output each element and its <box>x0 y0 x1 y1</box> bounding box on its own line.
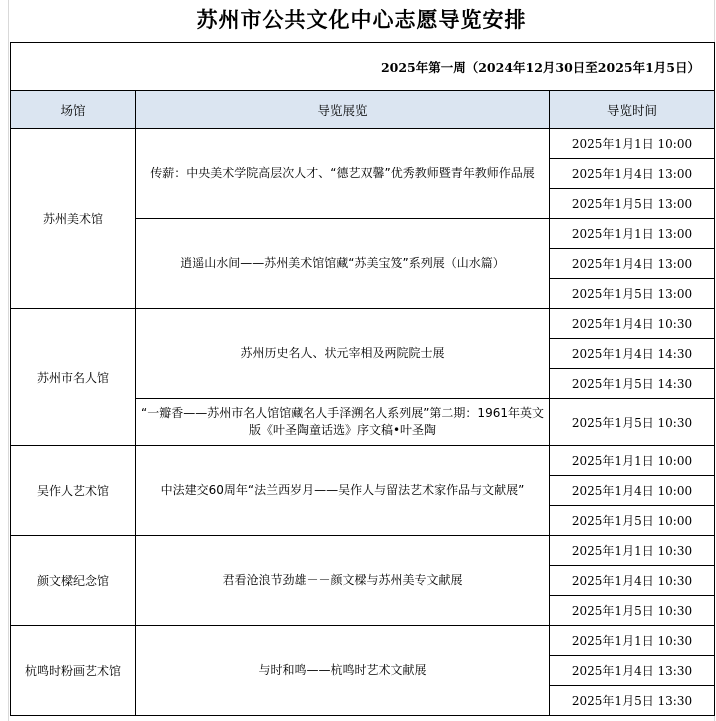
exhibition-cell[interactable]: 中法建交60周年“法兰西岁月——吴作人与留法艺术家作品与文献展” <box>136 446 550 536</box>
time-cell[interactable]: 2025年1月1日 10:30 <box>550 626 715 656</box>
exhibition-cell[interactable]: 君看沧浪节劲雄－－颜文樑与苏州美专文献展 <box>136 536 550 626</box>
time-cell[interactable]: 2025年1月4日 10:30 <box>550 309 715 339</box>
time-cell[interactable]: 2025年1月5日 10:30 <box>550 596 715 626</box>
header-exhibition[interactable]: 导览展览 <box>136 91 550 129</box>
table-row <box>11 446 715 476</box>
time-cell[interactable]: 2025年1月5日 13:30 <box>550 686 715 716</box>
exhibition-cell[interactable]: 苏州历史名人、状元宰相及两院院士展 <box>136 309 550 399</box>
time-cell[interactable]: 2025年1月1日 10:00 <box>550 446 715 476</box>
time-cell[interactable]: 2025年1月5日 10:30 <box>550 399 715 446</box>
week-label[interactable]: 2025年第一周（2024年12月30日至2025年1月5日） <box>11 43 715 91</box>
venue-cell[interactable]: 苏州市名人馆 <box>11 309 136 446</box>
venue-cell[interactable]: 颜文樑纪念馆 <box>11 536 136 626</box>
time-cell[interactable]: 2025年1月4日 10:00 <box>550 476 715 506</box>
time-cell[interactable]: 2025年1月5日 10:00 <box>550 506 715 536</box>
venue-cell[interactable]: 吴作人艺术馆 <box>11 446 136 536</box>
time-cell[interactable]: 2025年1月4日 13:00 <box>550 159 715 189</box>
sheet-gridline-left <box>8 0 9 721</box>
venue-cell[interactable]: 苏州美术馆 <box>11 129 136 309</box>
time-cell[interactable]: 2025年1月1日 13:00 <box>550 219 715 249</box>
header-venue[interactable]: 场馆 <box>11 91 136 129</box>
time-cell[interactable]: 2025年1月4日 13:30 <box>550 656 715 686</box>
schedule-table <box>10 42 715 716</box>
exhibition-cell[interactable]: 传薪：中央美术学院高层次人才、“德艺双馨”优秀教师暨青年教师作品展 <box>136 129 550 219</box>
time-cell[interactable]: 2025年1月5日 14:30 <box>550 369 715 399</box>
time-cell[interactable]: 2025年1月1日 10:30 <box>550 536 715 566</box>
table-row <box>11 536 715 566</box>
exhibition-cell[interactable]: 与时和鸣——杭鸣时艺术文献展 <box>136 626 550 716</box>
header-time[interactable]: 导览时间 <box>550 91 715 129</box>
time-cell[interactable]: 2025年1月5日 13:00 <box>550 279 715 309</box>
header-row <box>11 91 715 129</box>
time-cell[interactable]: 2025年1月4日 13:00 <box>550 249 715 279</box>
page-title: 苏州市公共文化中心志愿导览安排 <box>196 7 527 32</box>
exhibition-cell[interactable]: 逍遥山水间——苏州美术馆馆藏“苏美宝笈”系列展（山水篇） <box>136 219 550 309</box>
time-cell[interactable]: 2025年1月1日 10:00 <box>550 129 715 159</box>
exhibition-cell[interactable]: “一瓣香——苏州市名人馆馆藏名人手泽溯名人系列展”第二期：1961年英文版《叶圣陶童话选》序文稿•叶圣陶 <box>136 399 550 446</box>
table-row <box>11 309 715 339</box>
table-row <box>11 626 715 656</box>
venue-cell[interactable]: 杭鸣时粉画艺术馆 <box>11 626 136 716</box>
time-cell[interactable]: 2025年1月4日 14:30 <box>550 339 715 369</box>
week-row <box>11 43 715 91</box>
table-row <box>11 129 715 159</box>
time-cell[interactable]: 2025年1月4日 10:30 <box>550 566 715 596</box>
time-cell[interactable]: 2025年1月5日 13:00 <box>550 189 715 219</box>
